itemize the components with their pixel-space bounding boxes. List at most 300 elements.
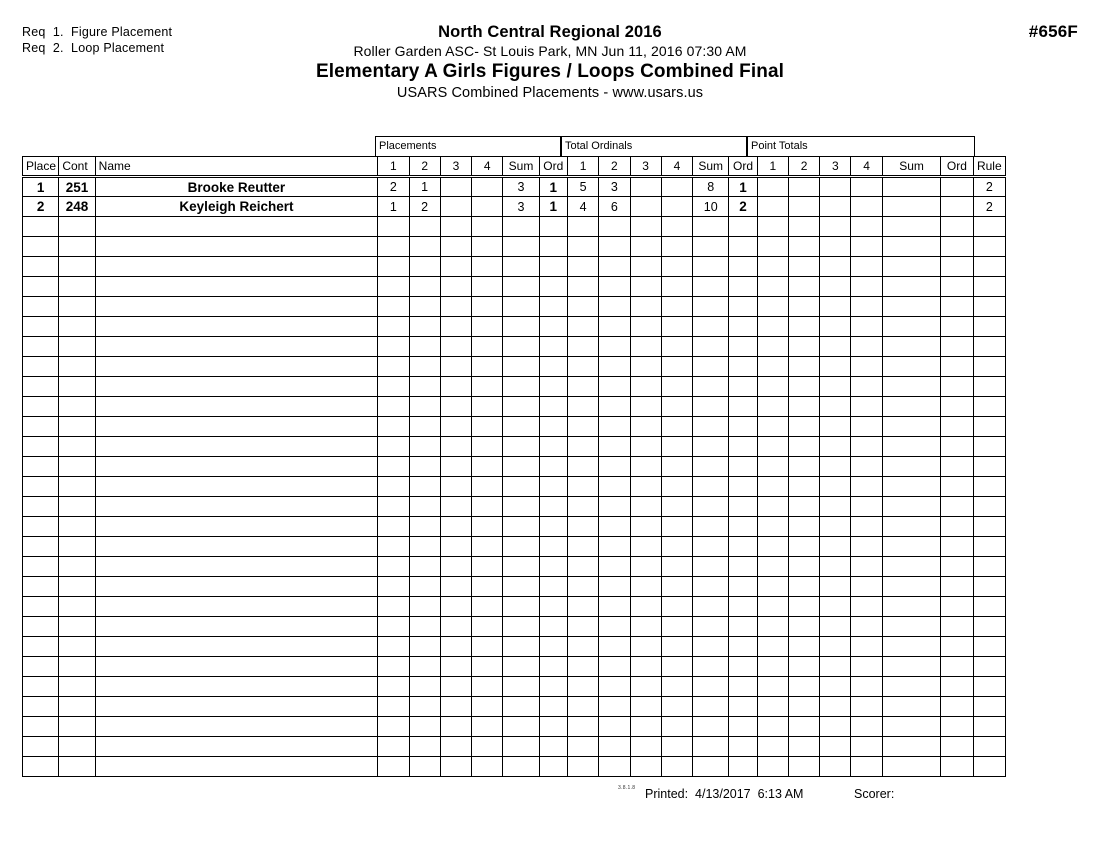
cell-empty (729, 217, 757, 237)
cell-empty (820, 557, 851, 577)
cell-empty (378, 437, 409, 457)
cell-empty (661, 417, 692, 437)
cell-empty (95, 497, 378, 517)
cell-empty (630, 617, 661, 637)
cell-empty (973, 477, 1005, 497)
cell-empty (661, 697, 692, 717)
cell-empty (472, 417, 503, 437)
table-row-empty[interactable] (23, 417, 1006, 437)
cell-empty (599, 757, 630, 777)
cell-placement-sum: 3 (503, 177, 539, 197)
cell-empty (820, 257, 851, 277)
cell-empty (503, 757, 539, 777)
cell-empty (757, 677, 788, 697)
cell-empty (472, 217, 503, 237)
column-header-placement-sum: Sum (503, 157, 539, 177)
cell-empty (95, 457, 378, 477)
cell-empty (95, 557, 378, 577)
cell-empty (941, 657, 973, 677)
cell-empty (472, 317, 503, 337)
cell-empty (503, 497, 539, 517)
cell-empty (409, 457, 440, 477)
cell-empty (567, 557, 598, 577)
cell-empty (941, 437, 973, 457)
cell-empty (693, 697, 729, 717)
cell-empty (95, 517, 378, 537)
cell-empty (440, 537, 471, 557)
cell-empty (693, 677, 729, 697)
table-row-empty[interactable] (23, 217, 1006, 237)
cell-empty (539, 737, 567, 757)
cell-empty (941, 477, 973, 497)
cell-empty (59, 397, 95, 417)
cell-empty (661, 317, 692, 337)
cell-empty (851, 637, 882, 657)
cell-empty (693, 257, 729, 277)
cell-empty (472, 677, 503, 697)
table-row-empty[interactable] (23, 337, 1006, 357)
cell-placement-ord: 1 (539, 197, 567, 217)
cell-empty (851, 497, 882, 517)
cell-empty (440, 517, 471, 537)
cell-empty (472, 497, 503, 517)
cell-empty (599, 597, 630, 617)
cell-empty (661, 557, 692, 577)
cell-empty (23, 677, 59, 697)
cell-empty (59, 497, 95, 517)
cell-empty (788, 417, 819, 437)
cell-empty (567, 497, 598, 517)
cell-empty (788, 637, 819, 657)
subtitle: USARS Combined Placements - www.usars.us (396, 85, 704, 101)
cell-empty (820, 637, 851, 657)
cell-ordinal-judge-2: 6 (599, 197, 630, 217)
cell-ordinal-judge-3 (630, 177, 661, 197)
column-header-points-judge-2: 2 (788, 157, 819, 177)
cell-empty (409, 217, 440, 237)
cell-empty (59, 417, 95, 437)
cell-empty (599, 257, 630, 277)
cell-empty (851, 597, 882, 617)
cell-empty (59, 297, 95, 317)
cell-placement-judge-1: 2 (378, 177, 409, 197)
cell-empty (693, 397, 729, 417)
cell-ordinal-judge-3 (630, 197, 661, 217)
cell-empty (729, 617, 757, 637)
title-block (0, 22, 1100, 103)
table-row-empty[interactable] (23, 597, 1006, 617)
cell-empty (378, 597, 409, 617)
cell-empty (567, 537, 598, 557)
cell-empty (95, 737, 378, 757)
cell-empty (788, 337, 819, 357)
cell-empty (820, 217, 851, 237)
results-sheet (22, 136, 1006, 777)
cell-empty (661, 497, 692, 517)
cell-empty (661, 677, 692, 697)
cell-empty (820, 397, 851, 417)
cell-empty (567, 217, 598, 237)
cell-empty (472, 297, 503, 317)
column-header-points-ord: Ord (941, 157, 973, 177)
cell-empty (882, 697, 941, 717)
cell-empty (59, 357, 95, 377)
cell-empty (820, 517, 851, 537)
cell-empty (59, 337, 95, 357)
cell-empty (378, 537, 409, 557)
cell-empty (788, 217, 819, 237)
cell-empty (378, 277, 409, 297)
cell-empty (472, 577, 503, 597)
cell-empty (851, 417, 882, 437)
cell-empty (567, 637, 598, 657)
cell-empty (23, 377, 59, 397)
cell-empty (788, 577, 819, 597)
cell-empty (882, 257, 941, 277)
cell-empty (599, 377, 630, 397)
venue-datetime-line: Roller Garden ASC- St Louis Park, MN Jun 11, 2016 07:30 AM (353, 43, 747, 59)
cell-empty (973, 277, 1005, 297)
cell-ordinal-judge-1: 5 (567, 177, 598, 197)
cell-empty (882, 417, 941, 437)
cell-ordinal-judge-4 (661, 177, 692, 197)
cell-empty (661, 377, 692, 397)
cell-empty (882, 437, 941, 457)
cell-empty (882, 597, 941, 617)
cell-empty (851, 437, 882, 457)
cell-empty (378, 617, 409, 637)
cell-placement-judge-1: 1 (378, 197, 409, 217)
cell-placement-judge-4 (472, 197, 503, 217)
table-row-empty[interactable] (23, 537, 1006, 557)
cell-empty (539, 277, 567, 297)
cell-empty (729, 257, 757, 277)
cell-empty (851, 717, 882, 737)
version-stamp: 3.8.1.8 (618, 785, 636, 791)
cell-empty (729, 457, 757, 477)
cell-points-sum (882, 177, 941, 197)
table-row-empty[interactable] (23, 377, 1006, 397)
table-row-empty[interactable] (23, 577, 1006, 597)
cell-empty (941, 677, 973, 697)
cell-empty (472, 537, 503, 557)
cell-empty (409, 737, 440, 757)
cell-empty (567, 237, 598, 257)
cell-empty (882, 217, 941, 237)
cell-empty (851, 477, 882, 497)
table-row-empty[interactable] (23, 617, 1006, 637)
table-row-empty[interactable] (23, 437, 1006, 457)
column-header-ordinal-ord: Ord (729, 157, 757, 177)
cell-empty (95, 337, 378, 357)
table-row-empty[interactable] (23, 357, 1006, 377)
cell-empty (820, 697, 851, 717)
cell-empty (788, 357, 819, 377)
cell-empty (973, 517, 1005, 537)
cell-empty (23, 497, 59, 517)
cell-empty (95, 277, 378, 297)
cell-empty (409, 717, 440, 737)
cell-empty (503, 297, 539, 317)
cell-empty (503, 617, 539, 637)
cell-empty (23, 217, 59, 237)
cell-empty (973, 577, 1005, 597)
cell-empty (378, 477, 409, 497)
cell-empty (409, 577, 440, 597)
cell-empty (409, 417, 440, 437)
cell-empty (59, 737, 95, 757)
cell-empty (661, 657, 692, 677)
cell-empty (472, 557, 503, 577)
group-header-placements: Placements (375, 136, 561, 156)
cell-empty (788, 377, 819, 397)
table-row-empty[interactable] (23, 517, 1006, 537)
table-row-empty[interactable] (23, 457, 1006, 477)
cell-empty (973, 677, 1005, 697)
cell-empty (409, 397, 440, 417)
table-row-empty[interactable] (23, 737, 1006, 757)
cell-empty (882, 377, 941, 397)
table-row[interactable] (23, 197, 1006, 217)
cell-empty (661, 457, 692, 477)
cell-empty (95, 357, 378, 377)
cell-empty (539, 497, 567, 517)
cell-empty (941, 377, 973, 397)
cell-empty (539, 257, 567, 277)
cell-empty (630, 257, 661, 277)
table-row-empty[interactable] (23, 237, 1006, 257)
cell-empty (503, 597, 539, 617)
cell-empty (693, 617, 729, 637)
cell-empty (23, 757, 59, 777)
cell-empty (472, 277, 503, 297)
cell-empty (503, 717, 539, 737)
table-row-empty[interactable] (23, 277, 1006, 297)
cell-empty (757, 757, 788, 777)
cell-empty (503, 577, 539, 597)
cell-empty (599, 657, 630, 677)
cell-empty (630, 357, 661, 377)
cell-empty (693, 337, 729, 357)
cell-empty (941, 697, 973, 717)
cell-empty (23, 237, 59, 257)
table-row-empty[interactable] (23, 717, 1006, 737)
cell-empty (788, 277, 819, 297)
cell-empty (729, 277, 757, 297)
cell-empty (661, 577, 692, 597)
table-row-empty[interactable] (23, 757, 1006, 777)
cell-empty (59, 277, 95, 297)
cell-empty (630, 597, 661, 617)
cell-empty (567, 417, 598, 437)
group-header-total-ordinals: Total Ordinals (561, 136, 747, 156)
cell-empty (440, 217, 471, 237)
cell-empty (503, 257, 539, 277)
table-row-empty[interactable] (23, 297, 1006, 317)
cell-empty (539, 217, 567, 237)
cell-empty (378, 237, 409, 257)
cell-empty (59, 377, 95, 397)
cell-empty (693, 537, 729, 557)
cell-empty (409, 517, 440, 537)
cell-empty (941, 557, 973, 577)
cell-empty (973, 557, 1005, 577)
table-row-empty[interactable] (23, 477, 1006, 497)
cell-empty (882, 337, 941, 357)
cell-ordinal-judge-2: 3 (599, 177, 630, 197)
cell-empty (539, 757, 567, 777)
cell-empty (539, 617, 567, 637)
cell-empty (820, 597, 851, 617)
cell-empty (693, 437, 729, 457)
column-header-ordinal-sum: Sum (693, 157, 729, 177)
cell-empty (788, 597, 819, 617)
cell-empty (973, 357, 1005, 377)
cell-empty (630, 237, 661, 257)
cell-empty (941, 217, 973, 237)
group-header-point-totals: Point Totals (747, 136, 975, 156)
cell-empty (440, 337, 471, 357)
cell-empty (693, 457, 729, 477)
cell-empty (440, 317, 471, 337)
cell-empty (409, 637, 440, 657)
cell-empty (661, 277, 692, 297)
cell-empty (693, 417, 729, 437)
cell-empty (409, 357, 440, 377)
cell-empty (472, 237, 503, 257)
cell-empty (630, 757, 661, 777)
cell-empty (59, 557, 95, 577)
cell-empty (95, 757, 378, 777)
cell-empty (599, 297, 630, 317)
requirement-item: Req 2. Loop Placement (22, 41, 165, 55)
table-row-empty[interactable] (23, 317, 1006, 337)
table-row-empty[interactable] (23, 257, 1006, 277)
cell-rule: 2 (973, 197, 1005, 217)
cell-empty (539, 377, 567, 397)
cell-empty (440, 417, 471, 437)
cell-empty (757, 617, 788, 637)
table-row-empty[interactable] (23, 657, 1006, 677)
cell-place: 1 (23, 177, 59, 197)
cell-empty (729, 397, 757, 417)
cell-empty (539, 537, 567, 557)
table-row-empty[interactable] (23, 397, 1006, 417)
cell-empty (630, 557, 661, 577)
table-row-empty[interactable] (23, 637, 1006, 657)
table-row[interactable] (23, 177, 1006, 197)
cell-empty (440, 757, 471, 777)
cell-empty (539, 477, 567, 497)
cell-empty (729, 637, 757, 657)
cell-empty (539, 437, 567, 457)
cell-empty (567, 597, 598, 617)
cell-empty (757, 417, 788, 437)
cell-empty (851, 337, 882, 357)
cell-ordinal-ord: 2 (729, 197, 757, 217)
cell-empty (567, 697, 598, 717)
cell-empty (440, 577, 471, 597)
column-header-placement-ord: Ord (539, 157, 567, 177)
cell-empty (567, 617, 598, 637)
cell-empty (630, 577, 661, 597)
cell-empty (941, 577, 973, 597)
cell-empty (820, 537, 851, 557)
cell-empty (95, 717, 378, 737)
cell-empty (630, 517, 661, 537)
cell-empty (59, 537, 95, 557)
cell-empty (503, 217, 539, 237)
cell-empty (599, 517, 630, 537)
cell-empty (973, 617, 1005, 637)
cell-empty (539, 717, 567, 737)
cell-empty (661, 737, 692, 757)
cell-empty (503, 357, 539, 377)
cell-empty (440, 717, 471, 737)
cell-empty (59, 237, 95, 257)
cell-empty (693, 357, 729, 377)
cell-empty (95, 537, 378, 557)
cell-empty (882, 317, 941, 337)
cell-empty (539, 337, 567, 357)
cell-ordinal-judge-1: 4 (567, 197, 598, 217)
cell-contestant-number: 248 (59, 197, 95, 217)
cell-empty (757, 457, 788, 477)
cell-empty (882, 497, 941, 517)
cell-empty (503, 517, 539, 537)
cell-empty (757, 577, 788, 597)
table-row-empty[interactable] (23, 497, 1006, 517)
cell-empty (820, 297, 851, 317)
cell-empty (23, 557, 59, 577)
cell-empty (95, 657, 378, 677)
cell-empty (503, 457, 539, 477)
column-header-points-judge-3: 3 (820, 157, 851, 177)
cell-empty (729, 737, 757, 757)
cell-empty (59, 577, 95, 597)
cell-empty (599, 497, 630, 517)
cell-contestant-number: 251 (59, 177, 95, 197)
cell-empty (95, 297, 378, 317)
cell-empty (630, 637, 661, 657)
cell-empty (409, 317, 440, 337)
cell-empty (693, 217, 729, 237)
cell-empty (630, 377, 661, 397)
cell-empty (729, 437, 757, 457)
cell-empty (941, 517, 973, 537)
cell-empty (440, 617, 471, 637)
cell-empty (729, 557, 757, 577)
cell-points-judge-1 (757, 197, 788, 217)
cell-empty (503, 657, 539, 677)
cell-empty (788, 517, 819, 537)
cell-empty (440, 677, 471, 697)
cell-empty (661, 477, 692, 497)
cell-empty (729, 697, 757, 717)
table-row-empty[interactable] (23, 677, 1006, 697)
cell-empty (693, 557, 729, 577)
column-header-place: Place (23, 157, 59, 177)
cell-empty (378, 297, 409, 317)
cell-empty (503, 677, 539, 697)
cell-empty (941, 357, 973, 377)
cell-empty (661, 357, 692, 377)
cell-empty (59, 637, 95, 657)
cell-empty (378, 317, 409, 337)
table-row-empty[interactable] (23, 697, 1006, 717)
cell-empty (820, 677, 851, 697)
table-row-empty[interactable] (23, 557, 1006, 577)
